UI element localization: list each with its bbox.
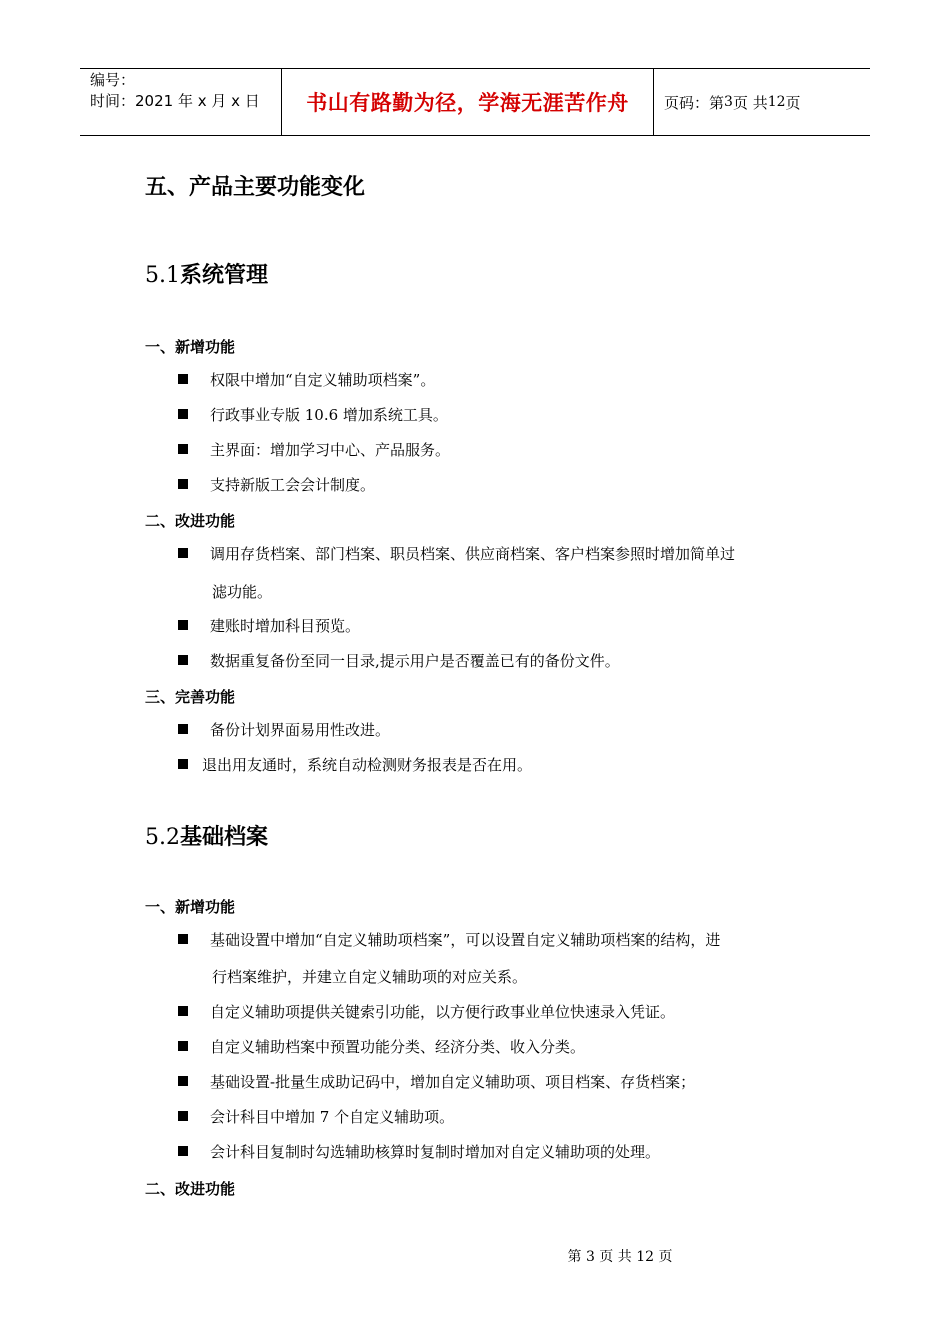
list-item: 主界面：增加学习中心、产品服务。 [178, 431, 828, 469]
subsection-title-5-1 [145, 258, 268, 289]
section-title: 五、产品主要功能变化 [145, 175, 366, 200]
header-motto: 书山有路勤为径，学海无涯苦作舟 [282, 69, 654, 135]
time-label: 时间：2021 年 x 月 x 日 [90, 92, 260, 110]
subsection-title-5-2 [145, 820, 268, 851]
group-label: 三、完善功能 [145, 688, 236, 706]
list-item: 行政事业专版 10.6 增加系统工具。 [178, 396, 828, 434]
subsection-name: 系统管理 [180, 263, 269, 288]
group-label: 一、新增功能 [145, 898, 236, 916]
header-page-info [654, 69, 870, 135]
number-label: 编号： [90, 71, 136, 89]
square-bullet-icon [178, 1146, 188, 1156]
list-item: 基础设置-批量生成助记码中，增加自定义辅助项、项目档案、存货档案； [178, 1063, 828, 1101]
subsection-number: 5.2 [145, 825, 180, 850]
list-item: 自定义辅助档案中预置功能分类、经济分类、收入分类。 [178, 1028, 828, 1066]
list-item: 会计科目中增加 7 个自定义辅助项。 [178, 1098, 828, 1136]
square-bullet-icon [178, 548, 188, 558]
page-header [80, 68, 870, 136]
page-prefix: 页码：第 [664, 93, 725, 112]
subsection-name: 基础档案 [180, 825, 269, 850]
list-item: 备份计划界面易用性改进。 [178, 711, 828, 749]
square-bullet-icon [178, 479, 188, 489]
square-bullet-icon [178, 1076, 188, 1086]
group-label: 二、改进功能 [145, 512, 236, 530]
square-bullet-icon [178, 409, 188, 419]
square-bullet-icon [178, 655, 188, 665]
page-total: 12 [767, 94, 786, 110]
square-bullet-icon [178, 934, 188, 944]
list-item: 支持新版工会会计制度。 [178, 466, 828, 504]
page-footer: 第 3 页 共 12 页 [567, 1249, 673, 1265]
square-bullet-icon [178, 724, 188, 734]
list-item: 调用存货档案、部门档案、职员档案、供应商档案、客户档案参照时增加简单过 [178, 535, 828, 573]
list-item: 建账时增加科目预览。 [178, 607, 828, 645]
square-bullet-icon [178, 620, 188, 630]
list-item: 自定义辅助项提供关键索引功能，以方便行政事业单位快速录入凭证。 [178, 993, 828, 1031]
subsection-number: 5.1 [145, 263, 180, 288]
list-item-continuation: 行档案维护，并建立自定义辅助项的对应关系。 [212, 968, 528, 986]
page-current: 3 [724, 94, 733, 110]
list-item: 退出用友通时，系统自动检测财务报表是否在用。 [178, 746, 828, 784]
list-item: 数据重复备份至同一目录,提示用户是否覆盖已有的备份文件。 [178, 642, 828, 680]
list-item: 会计科目复制时勾选辅助核算时复制时增加对自定义辅助项的处理。 [178, 1133, 828, 1171]
header-left-cell [80, 69, 282, 135]
square-bullet-icon [178, 1111, 188, 1121]
list-item: 基础设置中增加“自定义辅助项档案”，可以设置自定义辅助项档案的结构，进 [178, 921, 828, 959]
group-label: 二、改进功能 [145, 1180, 236, 1198]
list-item: 权限中增加“自定义辅助项档案”。 [178, 361, 828, 399]
square-bullet-icon [178, 1041, 188, 1051]
page-suffix: 页 [785, 93, 801, 112]
square-bullet-icon [178, 374, 188, 384]
list-item-continuation: 滤功能。 [212, 583, 273, 601]
square-bullet-icon [178, 444, 188, 454]
group-label: 一、新增功能 [145, 338, 236, 356]
square-bullet-icon [178, 1006, 188, 1016]
square-bullet-icon [178, 759, 188, 769]
page-mid: 页 共 [732, 93, 768, 112]
